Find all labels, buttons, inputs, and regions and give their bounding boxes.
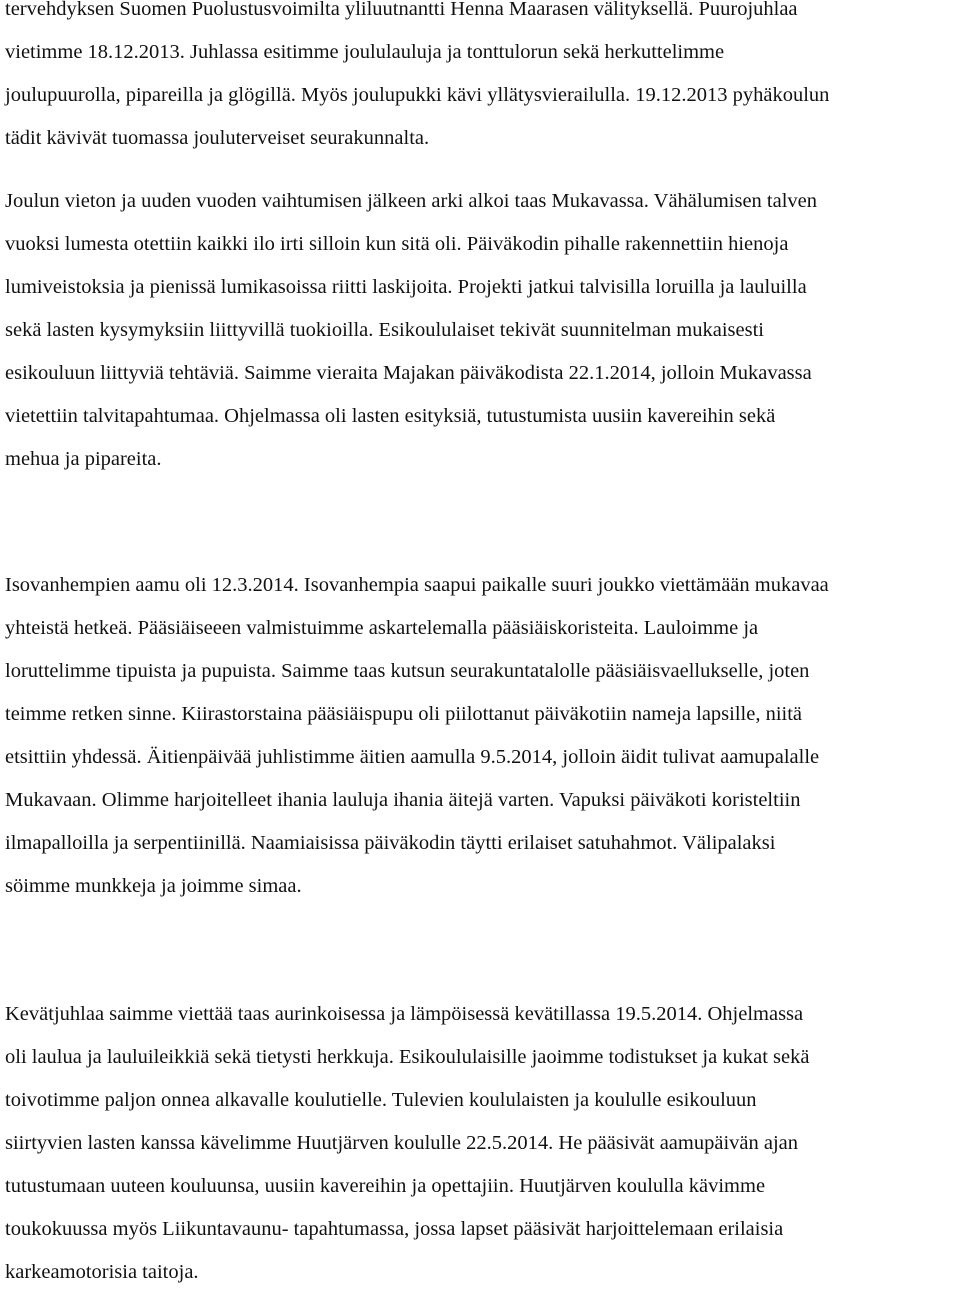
text-line: vuoksi lumesta otettiin kaikki ilo irti silloin kun sitä oli. Päiväkodin pihalle rakennettiin hienoja (5, 233, 789, 255)
text-line: karkeamotorisia taitoja. (5, 1261, 199, 1283)
paragraph-summer-celebration (5, 993, 955, 1294)
text-line: esikouluun liittyviä tehtäviä. Saimme vieraita Majakan päiväkodista 22.1.2014, jolloin Mukavassa (5, 362, 812, 384)
text-line: siirtyvien lasten kanssa kävelimme Huutjärven koululle 22.5.2014. He pääsivät aamupäivän ajan (5, 1132, 799, 1154)
text-line: toivotimme paljon onnea alkavalle koulutielle. Tulevien koululaisten ja koululle esikouluun (5, 1089, 757, 1111)
text-line: vietimme 18.12.2013. Juhlassa esitimme joululauluja ja tonttulorun sekä herkuttelimme (5, 41, 725, 63)
text-line: lumiveistoksia ja pienissä lumikasoissa riitti laskijoita. Projekti jatkui talvisilla loruilla ja lauluilla (5, 276, 807, 298)
text-line: etsittiin yhdessä. Äitienpäivää juhlistimme äitien aamulla 9.5.2014, jolloin äidit tulivat aamupalalle (5, 746, 820, 768)
text-line: ilmapalloilla ja serpentiinillä. Naamiaisissa päiväkodin täytti erilaiset satuhahmot. Välipalaksi (5, 832, 776, 854)
text-line: oli laulua ja lauluileikkiä sekä tietysti herkkuja. Esikoululaisille jaoimme todistukset ja kukat sekä (5, 1046, 810, 1068)
text-line: joulupuurolla, pipareilla ja glögillä. Myös joulupukki kävi yllätysvierailulla. 19.12.2013 pyhäkoulun (5, 84, 830, 106)
text-line: Mukavaan. Olimme harjoitelleet ihania lauluja ihania äitejä varten. Vapuksi päiväkoti koristeltiin (5, 789, 801, 811)
text-line: tervehdyksen Suomen Puolustusvoimilta yliluutnantti Henna Maarasen välityksellä. Puurojuhlaa (5, 0, 798, 20)
text-line: sekä lasten kysymyksiin liittyvillä tuokioilla. Esikoululaiset tekivät suunnitelman mukaisesti (5, 319, 764, 341)
text-line: toukokuussa myös Liikuntavaunu- tapahtumassa, jossa lapset pääsivät harjoittelemaan erilaisia (5, 1218, 784, 1240)
text-line: tädit kävivät tuomassa jouluterveiset seurakunnalta. (5, 127, 430, 149)
text-line: loruttelimme tipuista ja pupuista. Saimme taas kutsun seurakuntatalolle pääsiäisvaellukselle, joten (5, 660, 810, 682)
paragraph-winter (5, 180, 955, 481)
text-line: Isovanhempien aamu oli 12.3.2014. Isovanhempia saapui paikalle suuri joukko viettämään mukavaa (5, 574, 829, 596)
text-line: Joulun vieton ja uuden vuoden vaihtumisen jälkeen arki alkoi taas Mukavassa. Vähälumisen talven (5, 190, 818, 212)
paragraph-spring (5, 564, 955, 908)
paragraph-christmas (5, 0, 955, 160)
text-line: mehua ja pipareita. (5, 448, 162, 470)
text-line: tutustumaan uuteen kouluunsa, uusiin kavereihin ja opettajiin. Huutjärven koululla kävimme (5, 1175, 766, 1197)
text-line: Kevätjuhlaa saimme viettää taas aurinkoisessa ja lämpöisessä kevätillassa 19.5.2014. Ohjelmassa (5, 1003, 804, 1025)
text-line: vietettiin talvitapahtumaa. Ohjelmassa oli lasten esityksiä, tutustumista uusiin kavereihin sekä (5, 405, 776, 427)
text-line: teimme retken sinne. Kiirastorstaina pääsiäispupu oli piilottanut päiväkotiin nameja lapsille, niitä (5, 703, 803, 725)
text-line: yhteistä hetkeä. Pääsiäiseeen valmistuimme askartelemalla pääsiäiskoristeita. Lauloimme ja (5, 617, 759, 639)
text-line: söimme munkkeja ja joimme simaa. (5, 875, 302, 897)
